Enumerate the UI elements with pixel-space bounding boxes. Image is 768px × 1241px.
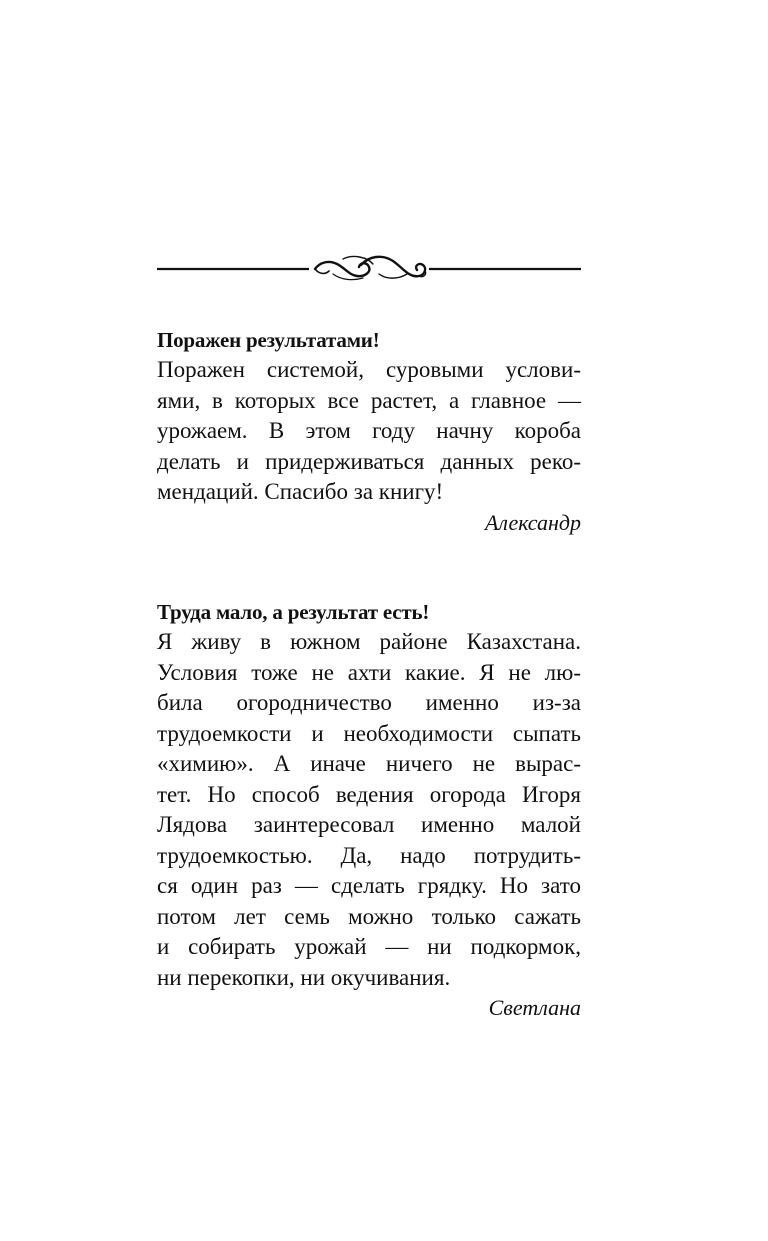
review-line: ями, в которых все растет, а главное — — [157, 387, 581, 413]
review-body — [157, 355, 581, 508]
review-line: урожаем. В этом году начну короба — [157, 418, 581, 443]
review-2 — [157, 597, 581, 1023]
review-line: трудоемкости и необходимости сыпать — [157, 720, 581, 746]
review-line: и собирать урожай — ни подкормок, — [157, 934, 581, 959]
review-line: трудоемкостью. Да, надо потрудить- — [157, 842, 581, 868]
review-line: ся один раз — сделать грядку. Но зато — [157, 873, 581, 898]
review-title: Поражен результатами! — [157, 328, 380, 352]
review-author: Александр — [484, 509, 581, 535]
review-line: Поражен системой, суровыми услови- — [157, 357, 581, 382]
review-line: тет. Но способ ведения огорода Игоря — [157, 781, 581, 807]
review-1 — [157, 325, 581, 538]
review-author: Светлана — [488, 995, 581, 1020]
review-title: Труда мало, а результат есть! — [157, 600, 430, 624]
flourish-divider-icon — [157, 248, 581, 288]
review-line: мендаций. Спасибо за книгу! — [157, 479, 444, 504]
review-line: Лядова заинтересовал именно малой — [157, 812, 581, 837]
review-line: Я живу в южном районе Казахстана. — [157, 629, 581, 654]
review-body — [157, 627, 581, 993]
review-line: била огородничество именно из-за — [157, 690, 581, 715]
review-line: ни перекопки, ни окучивания. — [157, 964, 451, 990]
review-line: потом лет семь можно только сажать — [157, 903, 581, 929]
review-line: Условия тоже не ахти какие. Я не лю- — [157, 659, 581, 685]
review-line: «химию». А иначе ничего не вырас- — [157, 751, 581, 776]
review-line: делать и придерживаться данных реко- — [157, 448, 581, 474]
